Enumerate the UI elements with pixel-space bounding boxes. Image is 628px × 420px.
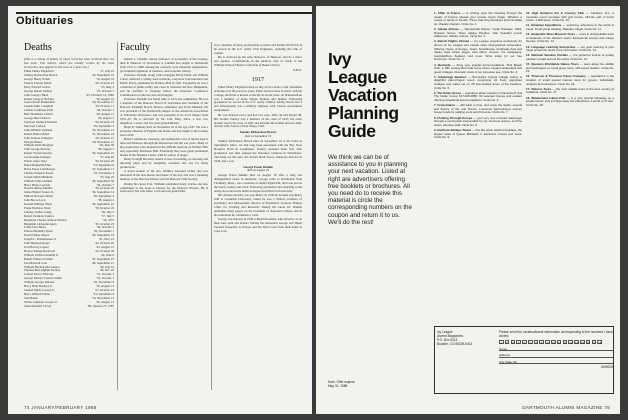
death-class-date: '39, July 5	[101, 209, 114, 214]
death-name: Harry Henry Gordon	[24, 182, 50, 187]
listing-item	[434, 64, 522, 75]
coupon-number-option[interactable]: 4	[517, 341, 520, 346]
death-name: Robert Paddock Squires	[24, 213, 54, 218]
death-class-date: '31, November 24	[91, 131, 114, 136]
listing-title: 7. Fenestration	[434, 103, 455, 108]
obit-paragraph: George Eaton Dunkle died on August 18 after a long and distinguished career in medicine. George came to Dartmouth from Fitchburg, Mass., was a member of Alpha Sigma Phi, and took part in the band, country and track. Following graduation and returning to the Army, he received his medical degree from Harvard University.	[214, 173, 302, 193]
coupon-fields	[499, 330, 613, 370]
death-name: George Morely Casselo-Smith	[24, 276, 62, 281]
death-class-date: '23, May 4	[100, 84, 114, 89]
death-name: Edwin Allyn West	[24, 159, 47, 164]
death-class-date: '48, September 21	[91, 260, 114, 265]
listing-title: 11. Himalaya Expeditions	[526, 23, 562, 28]
death-class-date: '18, September 19	[91, 73, 114, 78]
death-class-date: '25, February 12, 1985	[86, 92, 114, 97]
obit-subheading: died on August 18	[247, 168, 269, 173]
listing-text: — three very special accommodations. Pink Beach Club, a 19th century Bermuda home where elegant restaurants and guest cottages. Dramatic views of our turquoise sea. Circle No. 4.	[434, 62, 522, 74]
coupon-instructions: Please send the vacation/travel information corresponding to the numbers I have circled:	[499, 330, 613, 339]
death-name: William Wells Bragdon	[24, 143, 54, 148]
listings-column-2	[526, 12, 614, 324]
coupon-address-line: Ivy League	[437, 330, 453, 334]
obit-name-heading: George Eaton Dunkle	[243, 164, 273, 169]
class-year-heading: 1917	[252, 76, 264, 83]
death-class-date: '28, October 1	[96, 108, 114, 113]
death-name: Barry Wilfred Fraher	[24, 291, 51, 296]
listing-item	[526, 75, 614, 86]
death-class-date: '41, Nov. 23	[99, 237, 114, 242]
right-page	[316, 6, 620, 414]
listing-text: — drift back in time, and enjoy the sights, sounds and flavors of the real France. Luxurious half-timbered country house hotels for walking tours and Provence. Circle No. 7.	[434, 103, 523, 115]
death-name: John Boyce Lyon	[24, 198, 46, 203]
author-initials: R.H.N.	[293, 67, 302, 72]
class-column	[214, 44, 302, 370]
death-name: Conrad Pierce Wiberley	[24, 272, 54, 277]
listing-text: — the preferred source of quality vacation rentals around the world. Circle No. 14.	[526, 53, 614, 61]
coupon-number-option[interactable]: 16	[586, 341, 590, 346]
coupon-number-option[interactable]: 9	[546, 341, 549, 346]
coupon-form	[434, 326, 614, 394]
death-name: George Robert McRae	[24, 88, 52, 93]
class-text	[214, 86, 302, 129]
coupon-number-option[interactable]: 11	[557, 341, 561, 346]
listing-text: — is nothing quite like traveling through the canals of France aboard your private luxury barge. Whether a couple or family or friends. Three charming itineraries accommodate six. Weekly charters. Circle No. 1.	[434, 11, 522, 26]
death-name: Horace Ensign Rockwell	[24, 248, 55, 253]
death-name: William Hackett McCamena	[24, 264, 60, 269]
death-name: Maxwell Carlson	[24, 123, 46, 128]
listing-text: — Cashiers, N.C. a mountain resort complete with golf course, 18-hole golf, 2 tennis courts, 1,400 acres. Circle No. 10.	[526, 11, 614, 23]
death-class-date: '44, June 8	[100, 252, 114, 257]
death-class-date: '38, August 4	[97, 198, 114, 203]
death-class-date: '29, October 19	[94, 120, 114, 124]
death-name: Perry Edward Jordon	[24, 84, 51, 89]
deaths-column	[24, 42, 114, 384]
listing-item	[434, 104, 522, 115]
listing-title: 9. Hartford Holidays Travel	[434, 127, 471, 132]
death-class-date: '55, October 1	[96, 276, 114, 281]
listing-text: — Mendenhall Glacier. Inside Passage. Sitka. Russian history. Trans Alaska Pipeline. Visit beautiful scenic wilderness, Alaska. Call us. Circle No. 2.	[434, 26, 522, 39]
ad-note-line: May 31, 1988	[328, 384, 348, 388]
death-name: Raymond Charles Armour Hanlon	[24, 217, 67, 222]
vacation-guide-ad	[326, 16, 428, 394]
death-name: James Hallett Stokes Jr.	[24, 190, 54, 195]
listing-text: — the most reliable tours to the wine country of California. Circle No. 17.	[526, 86, 615, 95]
death-name: Joseph C. Palasmonton Jr.	[24, 237, 57, 242]
death-class-date: '26, November 15	[91, 100, 114, 105]
listing-text: — questions about vacation in Nantucket? Call The Dolan Group 617-228-4880. 60 selected homes and estates offering exceptional accommodations. Circle No. 6.	[434, 90, 522, 103]
death-name: Seymour Slotnick Wachtel	[24, 120, 58, 124]
death-name: Robert Fullerton White	[24, 256, 53, 261]
ad-title-line: Ivy	[328, 49, 352, 69]
death-class-date: '36, September 14	[91, 190, 114, 195]
listing-title: 14. National Vacation Rentals	[526, 53, 568, 58]
faculty-paragraph: Henry brought his many talents to bear in teaching, in choosing and directing plays and by designing costumes and sets for many productions.	[120, 157, 208, 169]
death-name: Frank Nicholas Wash	[24, 205, 51, 210]
obit-text-continued	[214, 194, 302, 234]
faculty-paragraph: Professor Lindahl, along with colleagues Harry Purdy and William Carter, authored a widely used textbook, Corporate Concentration and Public Policy, published by Prentice-Hall in 1941. Frequently he was a consultant to public utility rate cases in Vermont and New Hampshire, and he testified at hearings before the Interstate Commerce Commission on railroad rates and mergers.	[120, 73, 208, 97]
death-name: Benjamin Littlejohn Ayers	[24, 221, 57, 226]
listing-title: 17. Vintners Tours	[526, 86, 552, 91]
deaths-intro: (This is a listing of deaths of which word has been received since the last issue. Full notices, which are usually written by the class secretaries, may appear in this issue or a later one.)	[24, 57, 114, 69]
listings-column-1	[434, 12, 522, 324]
coupon-number-options	[499, 340, 613, 344]
left-page	[8, 6, 312, 414]
listing-text: — is a very special hideaway on a private island, only a bridge away from Eleuthera. A world of its own. Circle No. 18.	[526, 95, 614, 107]
listing-item	[526, 88, 614, 95]
death-class-date: '29, October 21	[94, 135, 114, 140]
coupon-number-option[interactable]: 14	[575, 341, 579, 346]
coupon-code: DM0003	[600, 365, 613, 370]
name-field[interactable]: Name	[499, 347, 613, 352]
death-name: Lee Roskins Jettinger	[24, 155, 51, 160]
coupon-number-option[interactable]: 6	[529, 341, 531, 346]
death-class-date: '38, September 4	[93, 194, 114, 199]
faculty-text	[120, 58, 208, 194]
death-class-date: '36, September 30	[91, 178, 114, 183]
death-name: Charles Cullinane Firth	[24, 108, 54, 113]
obit-paragraph: His chosen specialty was psychiatry. In 1930 he became psychiatry staff at Columbia University, where he was a clinical professor of psychiatry and subsequently director of Psychiatric Services, Hadley Clinic for Training and Research. During his career Dr. Dunkle published many papers on the treatment of depressive illness, and in his retirement he continued to write.	[214, 193, 302, 217]
listing-title: 4. Bermuda	[434, 62, 451, 67]
obit-entries	[214, 131, 302, 194]
death-name: Stanley Richardson Brown	[24, 73, 58, 78]
ad-title-line: Planning	[328, 103, 399, 123]
death-class-date: '39, November 1	[93, 229, 114, 234]
death-class-date: '46, Oct. 20	[99, 268, 114, 273]
page-footer-right: DARTMOUTH ALUMNI MAGAZINE 75	[522, 405, 610, 410]
listing-title: 3. Barrett Flights Abroad	[434, 39, 469, 44]
death-class-date: '80, January 27, 1987	[87, 303, 114, 308]
listing-title: 6. The Dolan Group	[434, 90, 461, 95]
faculty-paragraph: Hugh R. Walkley died on November 26 at the age of 87. He was a professor emeritus of English and drama and had taught at the College since 1935.	[120, 124, 208, 137]
death-class-date: '29, August 17	[96, 112, 114, 117]
death-class-date: '74, November 13	[91, 295, 114, 300]
death-class-date: '62, August 12	[96, 299, 114, 304]
death-name: Colby Dart Howe	[24, 225, 46, 230]
death-class-date: '39, September 22	[91, 202, 114, 207]
listing-text: — your very own romantic waterways through a countryside inaccessible by car. Gourmet cuisine, and fine wines, attentive staff. Circle No. 8.	[434, 115, 522, 127]
death-class-date: '28, October 11	[95, 104, 114, 109]
death-class-date: '35, July 29	[99, 174, 114, 179]
listing-item	[434, 76, 522, 90]
deaths-heading: Deaths	[24, 42, 52, 53]
coupon-number-option[interactable]: 2	[506, 341, 508, 346]
death-entry	[24, 305, 114, 309]
faculty-paragraph: Martin L. Lindahl, retired professor of economics at the College, died in Hanover on November 9. Lindahl had taught at Dartmouth from 1931 to 1968. Among his concerns were industrial organization, government regulation of business, and economic history.	[120, 57, 208, 73]
death-name: William Wallace Kendall Jr.	[24, 252, 59, 257]
death-class-date: '39, October 25	[94, 221, 114, 226]
section-title: Obituaries	[16, 15, 74, 27]
ad-title-line: League	[328, 67, 387, 87]
death-name: John Gregory Head	[24, 92, 49, 97]
death-name: Sam Bebee	[24, 295, 39, 300]
death-class-date: '28, June 30	[99, 143, 114, 148]
listing-item	[526, 12, 614, 23]
death-name: Robert Gregory Belcher	[24, 96, 54, 101]
death-class-date: '43, October 30	[94, 248, 114, 253]
ad-note	[328, 380, 355, 388]
listing-item	[434, 28, 522, 39]
listing-item	[526, 54, 614, 61]
coupon-address-line: Alumni Magazines	[437, 334, 464, 339]
death-class-date: '20, October 22	[94, 80, 114, 85]
listing-item	[434, 117, 522, 128]
faculty-paragraph: A noted student of the arts, Walkley travelled widely and was interested in the best theater and music of his day, and was a founding member of the Hanover Players and the Hanover Film Society.	[120, 169, 208, 182]
coupon-address-line: Boulder, CO 80329-5413	[437, 342, 473, 347]
death-name: John George Rowner	[24, 147, 51, 152]
death-class-date: '49, July 14	[99, 264, 114, 269]
listing-title: 2. Alaska Airlines	[434, 26, 459, 31]
death-name: Samuel Mark Lowery Jr.	[24, 287, 55, 292]
death-class-date: '33, November 4	[93, 170, 114, 175]
listing-item	[526, 63, 614, 74]
death-class-date: '57, October 23	[94, 287, 114, 292]
death-name: Elmer Henry Englebrett	[24, 69, 54, 74]
listing-item	[526, 24, 614, 31]
death-class-date: '40, September 19	[91, 233, 114, 238]
listing-title: 8. Floating Through Europe	[434, 115, 473, 120]
faculty-paragraph: Professor Lindahl was found time to serve his community. He was a member of the Hanover Board of Selectmen and chairman of the Hanover Planning Board, finance committee and Town Meeting. He was president of the Dartmouth chapter of the American Association of University Professors, and was president of its local chapter from 1951–52. He is survived by his wife, Mary Alice, a son, two daughters, a sister, and two great-grandchildren.	[120, 97, 208, 125]
ad-body: We think we can be of assistance to you in planning your next vacation. Listed at right are advertisers offering free booklets or brochures. All you need do to receive this material is circle the corresponding numbers on the coupon and return it to us. We'll do the rest!	[328, 154, 412, 226]
death-name: Edward Bellamy Spear	[24, 229, 53, 234]
death-name: Walter Johnston Cooper Jr.	[24, 299, 58, 304]
listing-item	[434, 12, 522, 26]
listing-title: 16. Thomson & Thomson Travel Company	[526, 74, 586, 79]
death-class-date: '29, August 2	[97, 116, 114, 121]
listing-item	[434, 129, 522, 140]
coupon-number-option[interactable]: 13	[569, 341, 573, 346]
coupon-number-option[interactable]: 1	[500, 341, 503, 346]
page-footer-left: 74 JANUARY/FEBRUARY 1988	[24, 405, 97, 410]
death-class-date: '47, September 27	[91, 256, 114, 261]
coupon-address	[437, 330, 497, 346]
death-class-date: '42, August 23	[96, 245, 114, 249]
listing-text: — Bermuda's original cottage colony. A delightful palm-fringed resort comprising 32 finely appointed cottages and suites set on 25 tree-shaded acres of the beaches. Circle No. 5.	[434, 74, 522, 90]
death-class-date: '39, October 20	[94, 205, 114, 210]
death-class-date: '37, July 5	[101, 213, 114, 218]
death-class-date: '42, October 20	[94, 241, 114, 246]
obit-paragraph: Stanley Richardson Brown died on September 19 at his home in Springfield, Mass., he had long been associated with the Bay State Hospital. Born in Leominster, Stanley attended Tuck Sch. after graduation and then entered the insurance business in Winchester. Surviving are his wife, the former Ruth Wood, whom he married in 1926, and a son.	[214, 139, 302, 163]
city-field[interactable]: City State Zip	[499, 360, 613, 365]
listing-text: — specializes in the creation of small special interest tours for groups, individuals, students and educators. Circle No. 16.	[526, 74, 614, 86]
death-class-date: '55, November 9	[93, 280, 114, 285]
ad-title-line: Vacation	[328, 85, 397, 105]
death-name: Lindsay Arthur Gregg	[24, 209, 52, 214]
death-class-date: '33, September 13	[91, 166, 114, 171]
faculty-paragraph: was a member of many professional societies and during World War II he served in the U.S. Army Civil Engineers, attaining the rank of captain.	[214, 43, 302, 55]
death-name: Harry Eaton Littenberger	[24, 166, 56, 171]
death-name: Joseph Johns Campbell	[24, 104, 54, 109]
coupon-number-option[interactable]: 8	[540, 341, 543, 346]
class-paragraph: Elmer Henry Englebrett died on July 22 in LaJolla, Calif. Residents of Rome over the past few years, Elmer had not been in touch with the College, and little is known of his life in recent years. At Dartmouth he was a member of Delta Kappa Epsilon and Sphinx. Following graduation he served in the U.S. Army artillery during World War I and subsequently was a military engineer with various government assignments.	[214, 84, 302, 113]
death-class-date: '29, November 27	[91, 139, 114, 144]
listing-title: 10. High Hampton Inn & Country Club	[526, 11, 585, 15]
coupon-number-option[interactable]: 5	[523, 341, 526, 346]
death-class-date: '30, November 21	[91, 127, 114, 132]
death-name: John Ivanoss Arlington	[24, 135, 53, 140]
listing-title: 1. Affair in France	[434, 11, 461, 15]
ad-title-line: Guide	[328, 121, 376, 141]
listing-text: — our goal: learning is your travel across the world. Free information. Circle No. 13.	[526, 44, 614, 53]
death-name: William Talbot Adams	[24, 178, 52, 183]
listing-text: — learn about the wildlife and landscapes on small group tours, with expert leaders. Circle No. 15.	[526, 62, 614, 74]
death-class-date: '39, October 5	[96, 225, 114, 230]
listing-item	[434, 40, 522, 62]
death-class-date: '61, September 9	[93, 291, 114, 296]
ad-note-line: Note: Offer expires	[328, 380, 355, 384]
death-name: William George DeLane	[24, 280, 55, 285]
death-name: Ralph Benjamin Eliot	[24, 162, 51, 167]
deaths-list	[24, 70, 114, 308]
ad-title	[328, 50, 428, 140]
death-class-date: '19, August 18	[96, 77, 114, 82]
death-class-date: '37, July 29	[99, 155, 114, 160]
obit-paragraph: George was married in 1930 to Helen Kraemer, who survives, as do their sons John and Robert. During his retirement George and Helen traveled frequently to Europe and the West Coast from their home in Cape Cod.	[214, 217, 302, 234]
coupon-number-option[interactable]: 18	[598, 341, 602, 346]
listing-title: 5. Cambridge Beaches	[434, 74, 467, 79]
coupon-number-option[interactable]: 15	[580, 341, 585, 346]
death-name: David Lathrop Mueller	[24, 186, 53, 191]
faculty-column	[120, 42, 208, 384]
death-class-date: '36, October 7	[96, 182, 114, 187]
death-name: Harry Hunt Buckley Jr.	[24, 284, 53, 289]
faculty-paragraph: He is survived by his wife, Rebecca, of Hanover, and by a niece and nephew. Contributions in his memory may be made to the William-Watson Theatre Collection of Baker Library.	[214, 55, 302, 68]
listing-item	[526, 46, 614, 53]
death-class-date: '36, October 20	[94, 186, 114, 191]
listing-title: 12. Jacqueline Moss Museum Tours	[526, 32, 576, 37]
death-name: Robert Ballou Baird	[24, 131, 50, 136]
death-name: David Walter Marne	[24, 233, 50, 238]
death-name: Lester Raoul Rothenfeld	[24, 100, 55, 105]
death-class-date: '29, August 3	[97, 147, 114, 152]
class-paragraph: He was married twice and had two sons, John '44 and David '48. His brother Wesley was a member of the class of 1923, his other brother was in the class of 1921 and includes his brother and son John, and his wife, Lenora of San Diego, Calif.	[214, 112, 302, 129]
listing-text: — tours in unforgettable tours of treasures of the Western world. Exceptional access and unique themes. Circle No. 12.	[526, 32, 614, 44]
death-class-date: '36, 1975	[102, 217, 114, 222]
faculty-paragraph: During his career Prof. Williams published many articles and also contributed to the book A Theatre for the Hanover Players. He is survived by his wife Anne, a son and one grandchild.	[120, 181, 208, 194]
listing-text: — this fall, when Hartford Holidays, the largest seller of Queen Elizabeth 2. Exclusive cruises and tours. Circle No. 9.	[434, 127, 522, 140]
listing-item	[526, 33, 614, 44]
coupon-number-option[interactable]: 10	[552, 341, 556, 346]
faculty-heading: Faculty	[120, 42, 150, 53]
column-divider	[117, 42, 118, 390]
death-class-date: '51, October 3	[96, 272, 114, 277]
death-class-date: '26, August 10	[96, 96, 114, 101]
listing-item	[526, 97, 614, 108]
death-class-date: '29, September 3	[93, 123, 114, 128]
coupon-number-option[interactable]: 17	[592, 341, 596, 346]
obit-name-heading: Stanley Richardson Brown	[239, 130, 277, 135]
death-name: Thomas McLaughlin Tierney	[24, 268, 61, 273]
death-name: Donald Whitney Shaw	[24, 202, 53, 207]
death-name: George Baron Moore	[24, 116, 51, 121]
death-name: Millard Newton Childs	[24, 194, 53, 199]
column-divider	[211, 42, 212, 390]
death-name: Morgan Baker	[24, 139, 42, 144]
death-name: Blair Bradshaw Gilbert	[24, 112, 53, 117]
death-class-date: '33, September 8	[93, 162, 114, 167]
address-field[interactable]: Address	[499, 353, 613, 358]
death-class-date: '30, September 22	[91, 151, 114, 156]
coupon-number-option[interactable]: 7	[535, 341, 537, 346]
coupon-address-line: P.O. Box 5413	[437, 338, 458, 343]
listing-item	[434, 92, 522, 103]
coupon-number-option[interactable]: 12	[563, 341, 567, 346]
listing-title: 15. Questers Worldwide Nature Tours	[526, 62, 579, 67]
listing-text: — Ivy League programs exclusively for alumni of Ivy League and certain other distinguished universities. Offering choice of Europe, Israel, Scandinavia, Southeast Asia and Japan, East Africa, Egypt, Asia Minor, Greece, the Galapagos, Australia/New Zealand, and more. Write today for our free brochures. Circle No. 3.	[434, 39, 522, 62]
death-name: Francis Charles Mann	[24, 80, 52, 85]
death-class-date: '32, October 28	[94, 159, 114, 164]
death-name: Charles Winslow Porter	[24, 170, 54, 175]
death-name: John William Vorhauer	[24, 127, 53, 132]
death-name: John Harrison Roper	[24, 241, 50, 246]
listing-text: — exploring, adventure to the world of travel. Small group trekking, Pakistan, Nepal. Circle No. 11.	[526, 23, 614, 31]
death-name: George Henry Eckert	[24, 77, 51, 82]
coupon-number-option[interactable]: 3	[512, 341, 514, 346]
listing-title: 18. Windermere Island Club	[526, 95, 566, 100]
death-name: Ivan Bowtry Lapeer	[24, 245, 49, 249]
faculty-paragraph: Henry's ambitious, visionary, and enthusiastic love of theater kept it alive and Hanover through the Depression and the war years. Many of his productions were mounted in the difficult environs of Webster Hall and, especially, Robinson Hall. Eventually they were given permanent homes in the Hopkins Center, with its variety of stages.	[120, 137, 208, 157]
listing-title: 13. Language Learning Enterprises	[526, 44, 576, 49]
death-name: Joseph Smith Mildrum	[24, 174, 53, 179]
death-class-date: '56, August 13	[96, 284, 114, 289]
death-name: James Randall Carver	[24, 303, 52, 308]
death-class-date: '17, July 22	[99, 69, 114, 74]
obit-subheading: died on September 19	[244, 134, 272, 139]
death-name: Robert Vivian Stevens	[24, 151, 52, 156]
death-name: Lee Maxwell Cole	[24, 260, 48, 265]
faculty-text-continued	[214, 44, 302, 68]
death-class-date: '23, October 7	[96, 88, 114, 93]
